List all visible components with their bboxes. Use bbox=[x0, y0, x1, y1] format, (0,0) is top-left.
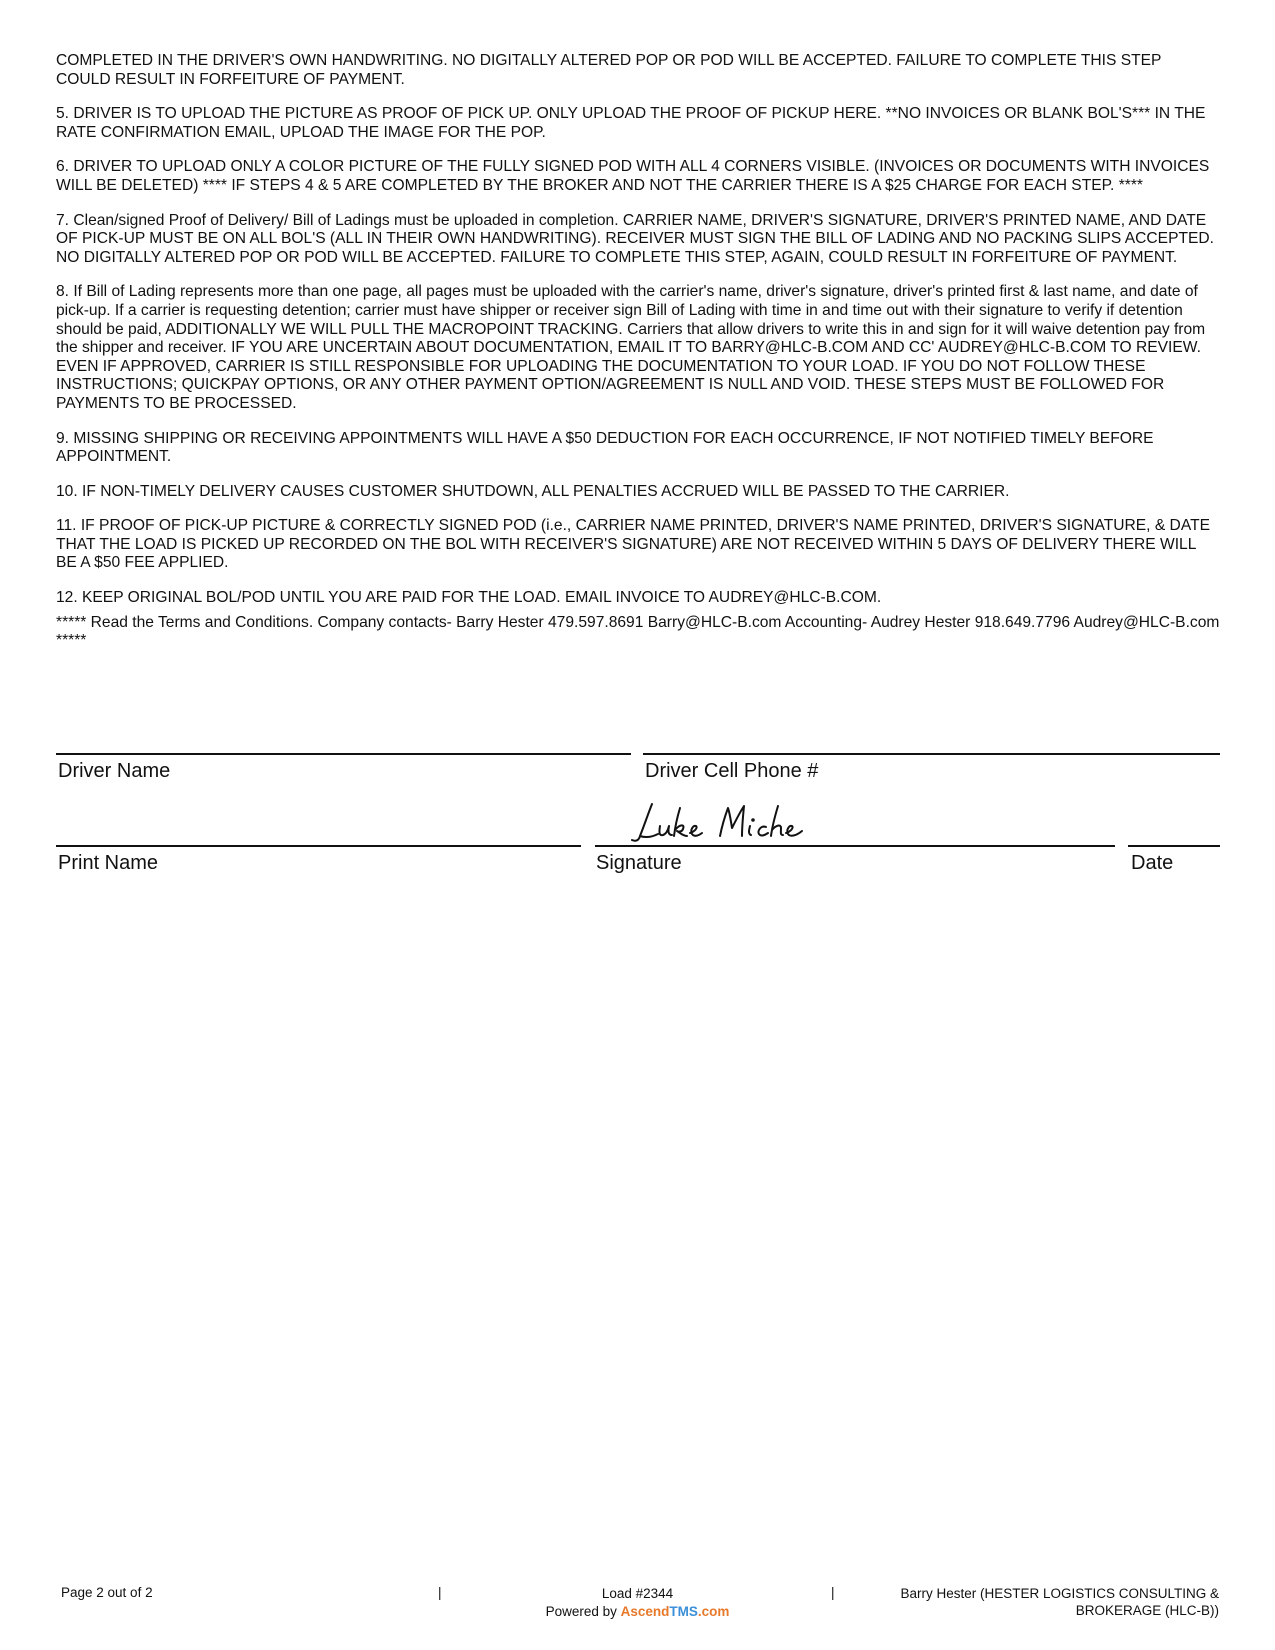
powered-by bbox=[515, 1603, 760, 1621]
term-10: 10. IF NON-TIMELY DELIVERY CAUSES CUSTOMER SHUTDOWN, ALL PENALTIES ACCRUED WILL BE PASSED TO THE CARRIER. bbox=[56, 482, 1010, 500]
term-12: 12. KEEP ORIGINAL BOL/POD UNTIL YOU ARE PAID FOR THE LOAD. EMAIL INVOICE TO AUDREY@HLC-B.COM. bbox=[56, 589, 882, 607]
handwritten-signature bbox=[630, 800, 830, 848]
term-8: 8. If Bill of Lading represents more than one page, all pages must be uploaded with the carrier's name, driver's signature, driver's printed first & last name, and date of pick-up. If a carrier is requesting detention; carrier must have shipper or receiver sign Bill of Lading with time in and time out with their signature to verify if detention should be paid, ADDITIONALLY WE WILL PULL THE MACROPOINT TRACKING. Carriers that allow drivers to write this in and sign for it will waive detention pay from the shipper and receiver. IF YOU ARE UNCERTAIN ABOUT DOCUMENTATION, EMAIL IT TO BARRY@HLC-B.COM AND CC' AUDREY@HLC-B.COM TO REVIEW. EVEN IF APPROVED, CARRIER IS STILL RESPONSIBLE FOR UPLOADING THE DOCUMENTATION TO YOUR LOAD. IF YOU DO NOT FOLLOW THESE INSTRUCTIONS; QUICKPAY OPTIONS, OR ANY OTHER PAYMENT OPTION/AGREEMENT IS NULL AND VOID. THESE STEPS MUST BE FOLLOWED FOR PAYMENTS TO BE PROCESSED. bbox=[56, 283, 1206, 412]
company-contacts: ***** Read the Terms and Conditions. Company contacts- Barry Hester 479.597.8691 Barry@HLC-B.com Accounting- Audrey Hester 918.649.7796 Audrey@HLC-B.com ***** bbox=[56, 613, 1220, 650]
term-4-continued: COMPLETED IN THE DRIVER'S OWN HANDWRITING. NO DIGITALLY ALTERED POP OR POD WILL BE ACCEPTED. FAILURE TO COMPLETE THIS STEP COULD RESULT IN FORFEITURE OF PAYMENT. bbox=[56, 52, 1162, 88]
driver-name-line[interactable] bbox=[56, 753, 631, 755]
powered-by-text: Powered by bbox=[545, 1604, 617, 1619]
term-9: 9. MISSING SHIPPING OR RECEIVING APPOINTMENTS WILL HAVE A $50 DEDUCTION FOR EACH OCCURRENCE, IF NOT NOTIFIED TIMELY BEFORE APPOINTMENT. bbox=[56, 429, 1154, 466]
term-6: 6. DRIVER TO UPLOAD ONLY A COLOR PICTURE OF THE FULLY SIGNED POD WITH ALL 4 CORNERS VISIBLE. (INVOICES OR DOCUMENTS WITH INVOICES WILL BE DELETED) **** IF STEPS 4 & 5 ARE COMPLETED BY THE BROKER AND NOT THE CARRIER THERE IS A $25 CHARGE FOR EACH STEP. **** bbox=[56, 158, 1210, 194]
load-number: Load #2344 bbox=[601, 1586, 674, 1601]
term-7: 7. Clean/signed Proof of Delivery/ Bill of Ladings must be uploaded in completion. CARRIER NAME, DRIVER'S SIGNATURE, DRIVER'S PRINTED NAME, AND DATE OF PICK-UP MUST BE ON ALL BOL'S (ALL IN THEIR OWN HANDWRITING). RECEIVER MUST SIGN THE BILL OF LADING AND NO PACKING SLIPS ACCEPTED. NO DIGITALLY ALTERED POP OR POD WILL BE ACCEPTED. FAILURE TO COMPLETE THIS STEP, AGAIN, COULD RESULT IN FORFEITURE OF PAYMENT. bbox=[56, 211, 1215, 266]
date-line[interactable] bbox=[1128, 845, 1220, 847]
footer-center bbox=[515, 1585, 760, 1621]
brand-tms: TMS bbox=[669, 1604, 698, 1619]
driver-cell-line[interactable] bbox=[643, 753, 1220, 755]
brand-com: .com bbox=[697, 1604, 730, 1619]
footer-separator: | bbox=[438, 1585, 442, 1600]
terms-section bbox=[56, 52, 1220, 667]
date-label: Date bbox=[1131, 852, 1174, 874]
print-name-line[interactable] bbox=[56, 845, 581, 847]
footer-separator: | bbox=[831, 1585, 835, 1600]
print-name-label: Print Name bbox=[58, 852, 159, 874]
signature-label: Signature bbox=[596, 852, 682, 874]
page-number: Page 2 out of 2 bbox=[61, 1585, 153, 1600]
signature-line[interactable] bbox=[595, 845, 1115, 847]
company-name: Barry Hester (HESTER LOGISTICS CONSULTING & BROKERAGE (HLC-B)) bbox=[900, 1586, 1219, 1618]
term-11: 11. IF PROOF OF PICK-UP PICTURE & CORRECTLY SIGNED POD (i.e., CARRIER NAME PRINTED, DRIVER'S NAME PRINTED, DRIVER'S SIGNATURE, & DATE THAT THE LOAD IS PICKED UP RECORDED ON THE BOL WITH RECEIVER'S SIGNATURE) ARE NOT RECEIVED WITHIN 5 DAYS OF DELIVERY THERE WILL BE A $50 FEE APPLIED. bbox=[56, 517, 1210, 572]
term-5: 5. DRIVER IS TO UPLOAD THE PICTURE AS PROOF OF PICK UP. ONLY UPLOAD THE PROOF OF PICKUP HERE. **NO INVOICES OR BLANK BOL'S*** IN THE RATE CONFIRMATION EMAIL, UPLOAD THE IMAGE FOR THE POP. bbox=[56, 105, 1206, 141]
driver-name-label: Driver Name bbox=[58, 760, 171, 782]
driver-cell-label: Driver Cell Phone # bbox=[645, 760, 819, 782]
brand-ascend: Ascend bbox=[620, 1604, 670, 1619]
